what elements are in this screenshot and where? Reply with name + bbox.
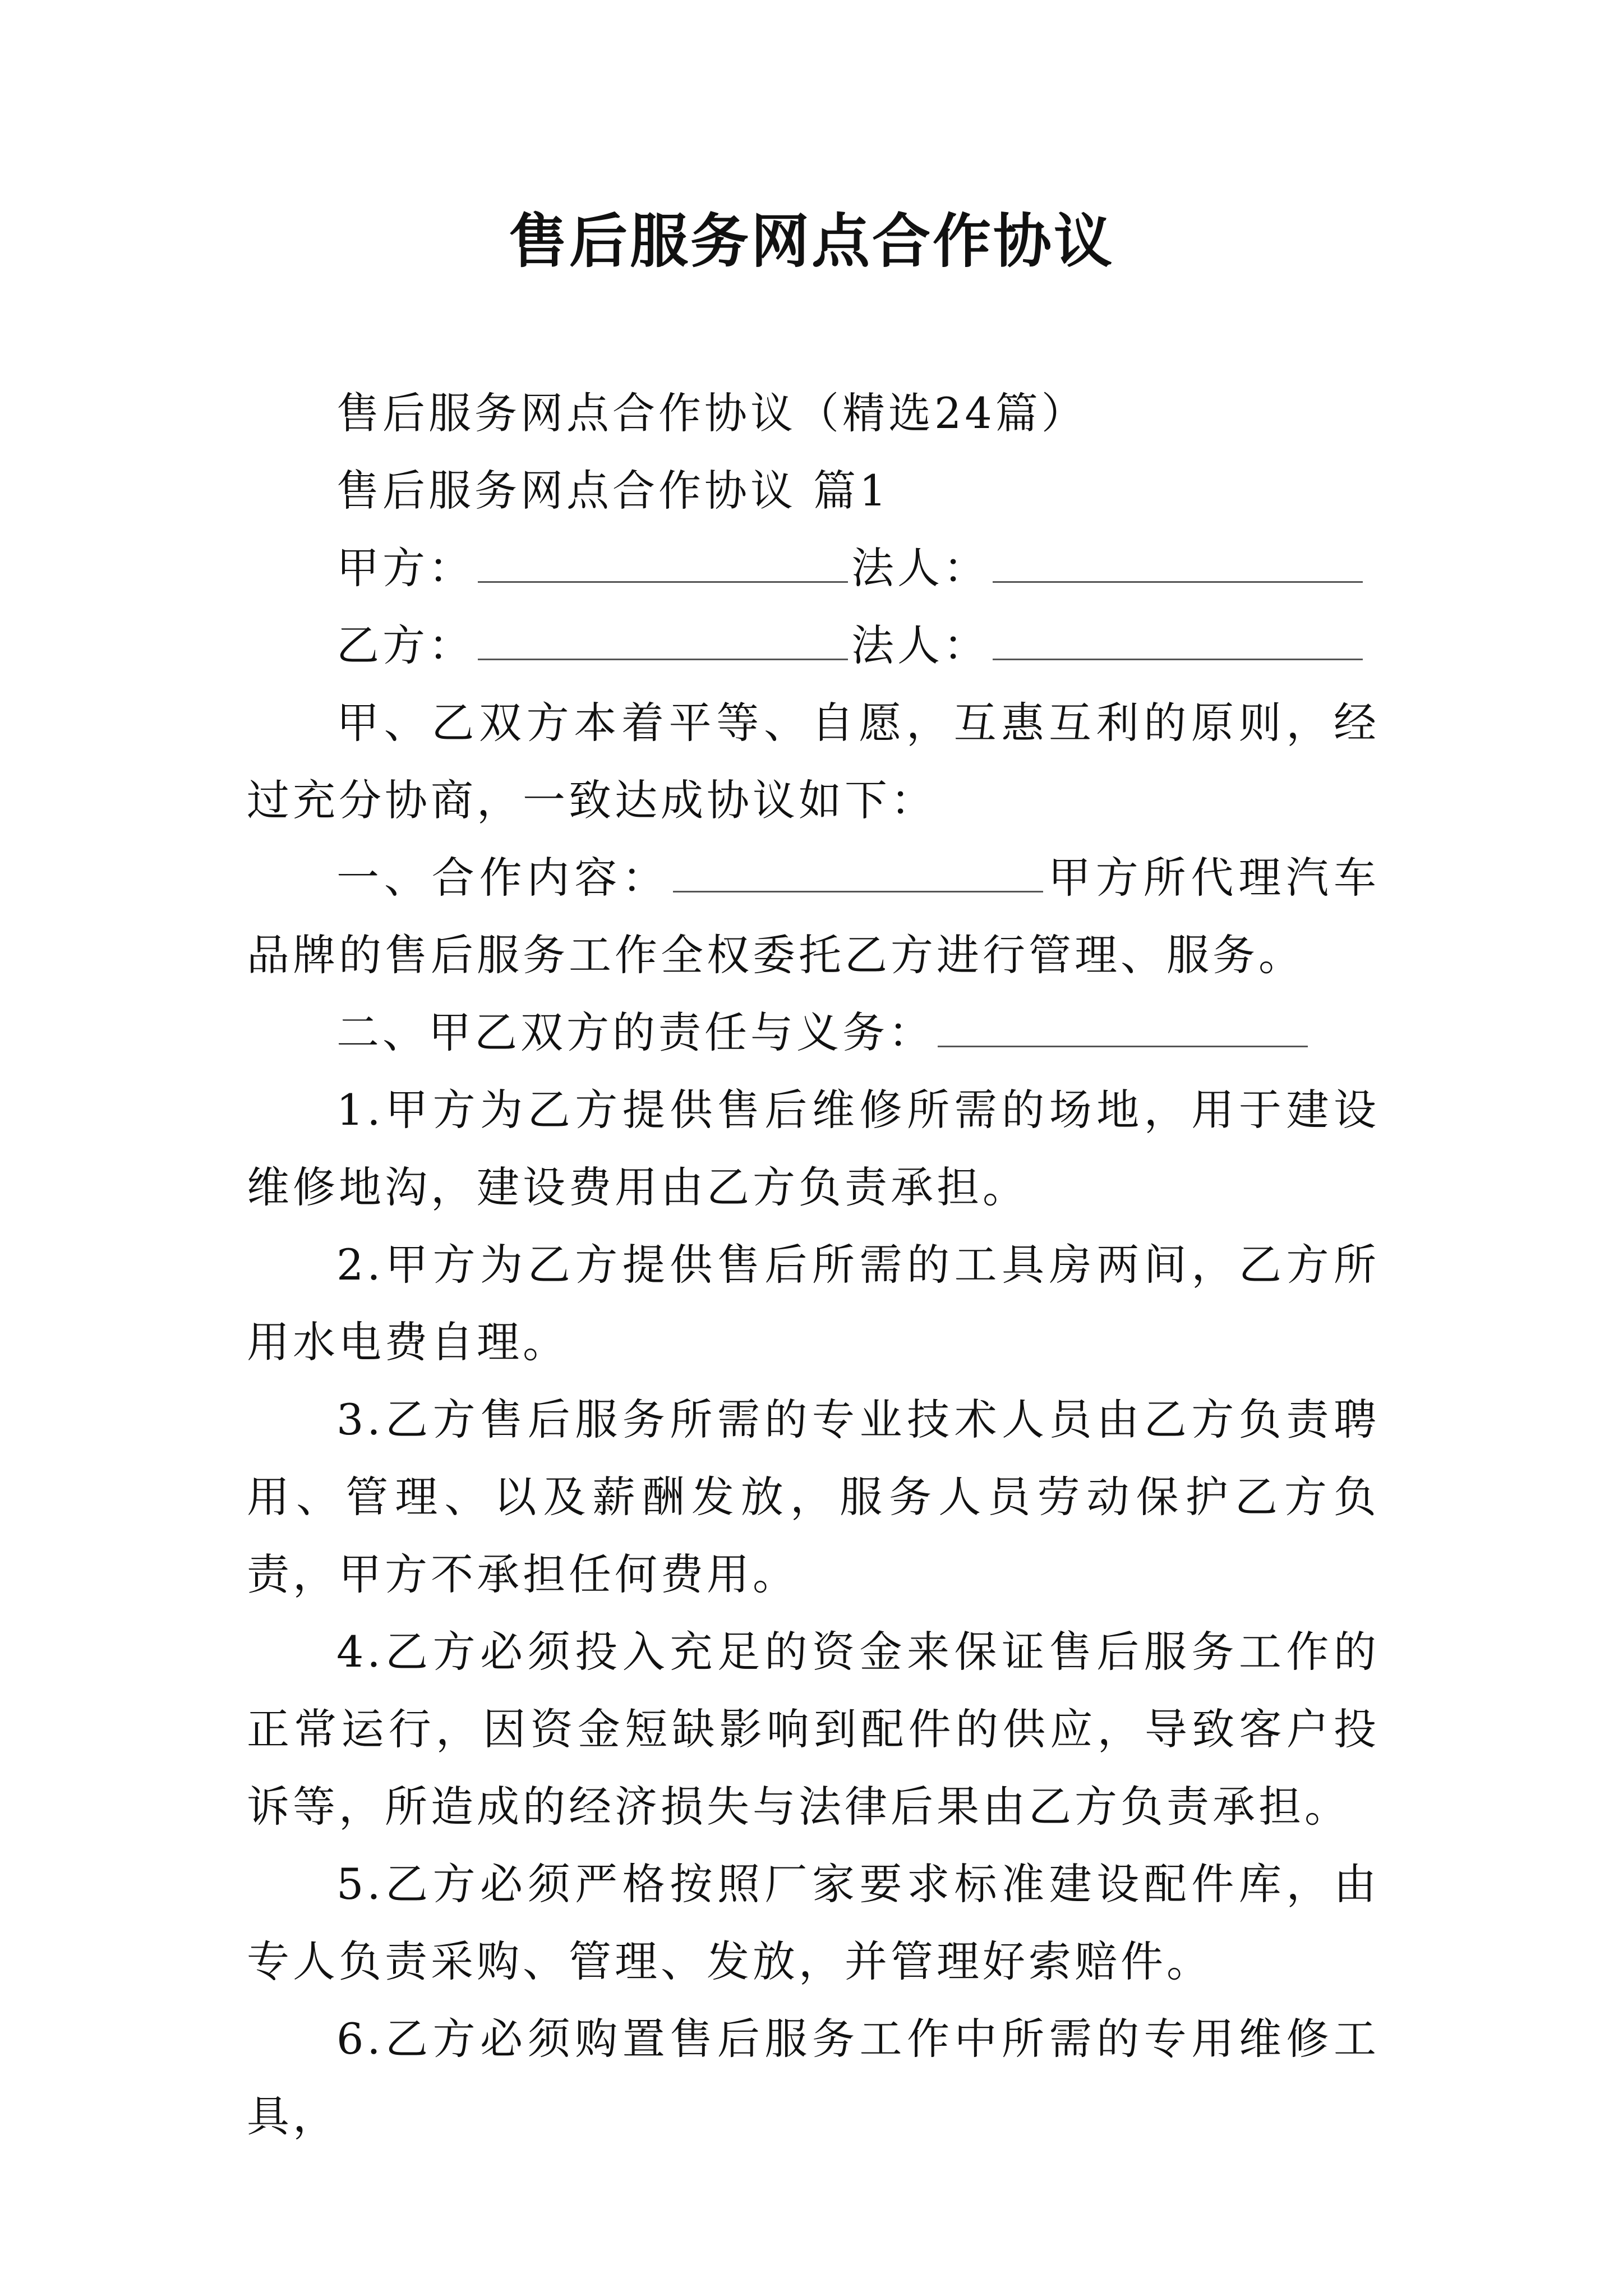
party-a-line [247,530,1380,607]
party-a-legal-label: 法人： [851,543,989,593]
clause-1-prefix: 一、合作内容： [336,853,670,903]
party-b-legal-blank [993,619,1363,660]
document-subtitle: 售后服务网点合作协议（精选24篇） [336,388,1087,438]
clause-2-blank [938,1006,1308,1047]
document-title: 售后服务网点合作协议 [508,207,1114,275]
party-a-label: 甲方： [336,543,474,593]
clause-2 [247,994,1380,1071]
item-5: 5.乙方必须严格按照厂家要求标准建设配件库，由专人负责采购、管理、发放，并管理好索赔件。 [247,1859,1380,1986]
item-3: 3.乙方售后服务所需的专业技术人员由乙方负责聘用、管理、以及薪酬发放，服务人员劳动保护乙方负责，甲方不承担任何费用。 [247,1395,1380,1599]
party-b-line [247,607,1380,684]
party-b-label: 乙方： [336,620,474,670]
clause-1 [247,839,1380,994]
clause-2-text: 二、甲乙双方的责任与义务： [336,1007,934,1057]
item-1: 1.甲方为乙方提供售后维修所需的场地，用于建设维修地沟，建设费用由乙方负责承担。 [247,1085,1380,1212]
item-2: 2.甲方为乙方提供售后所需的工具房两间，乙方所用水电费自理。 [247,1240,1380,1367]
item-4: 4.乙方必须投入充足的资金来保证售后服务工作的正常运行，因资金短缺影响到配件的供应，导致客户投诉等，所造成的经济损失与法律后果由乙方负责承担。 [247,1627,1380,1832]
clause-1-blank [673,852,1043,892]
party-b-legal-label: 法人： [851,620,989,670]
party-a-legal-blank [993,542,1363,583]
party-b-blank [478,619,848,660]
clause-1-suffix: 甲方所代理汽车品牌的售后服务工作全权委托乙方进行管理、服务。 [247,853,1380,980]
party-a-blank [478,542,848,583]
section-heading: 售后服务网点合作协议 篇1 [336,466,890,516]
document-body [247,375,1380,2155]
item-6: 6.乙方必须购置售后服务工作中所需的专用维修工具， [247,2014,1380,2141]
intro-paragraph: 甲、乙双方本着平等、自愿，互惠互利的原则，经过充分协商，一致达成协议如下： [247,698,1380,825]
